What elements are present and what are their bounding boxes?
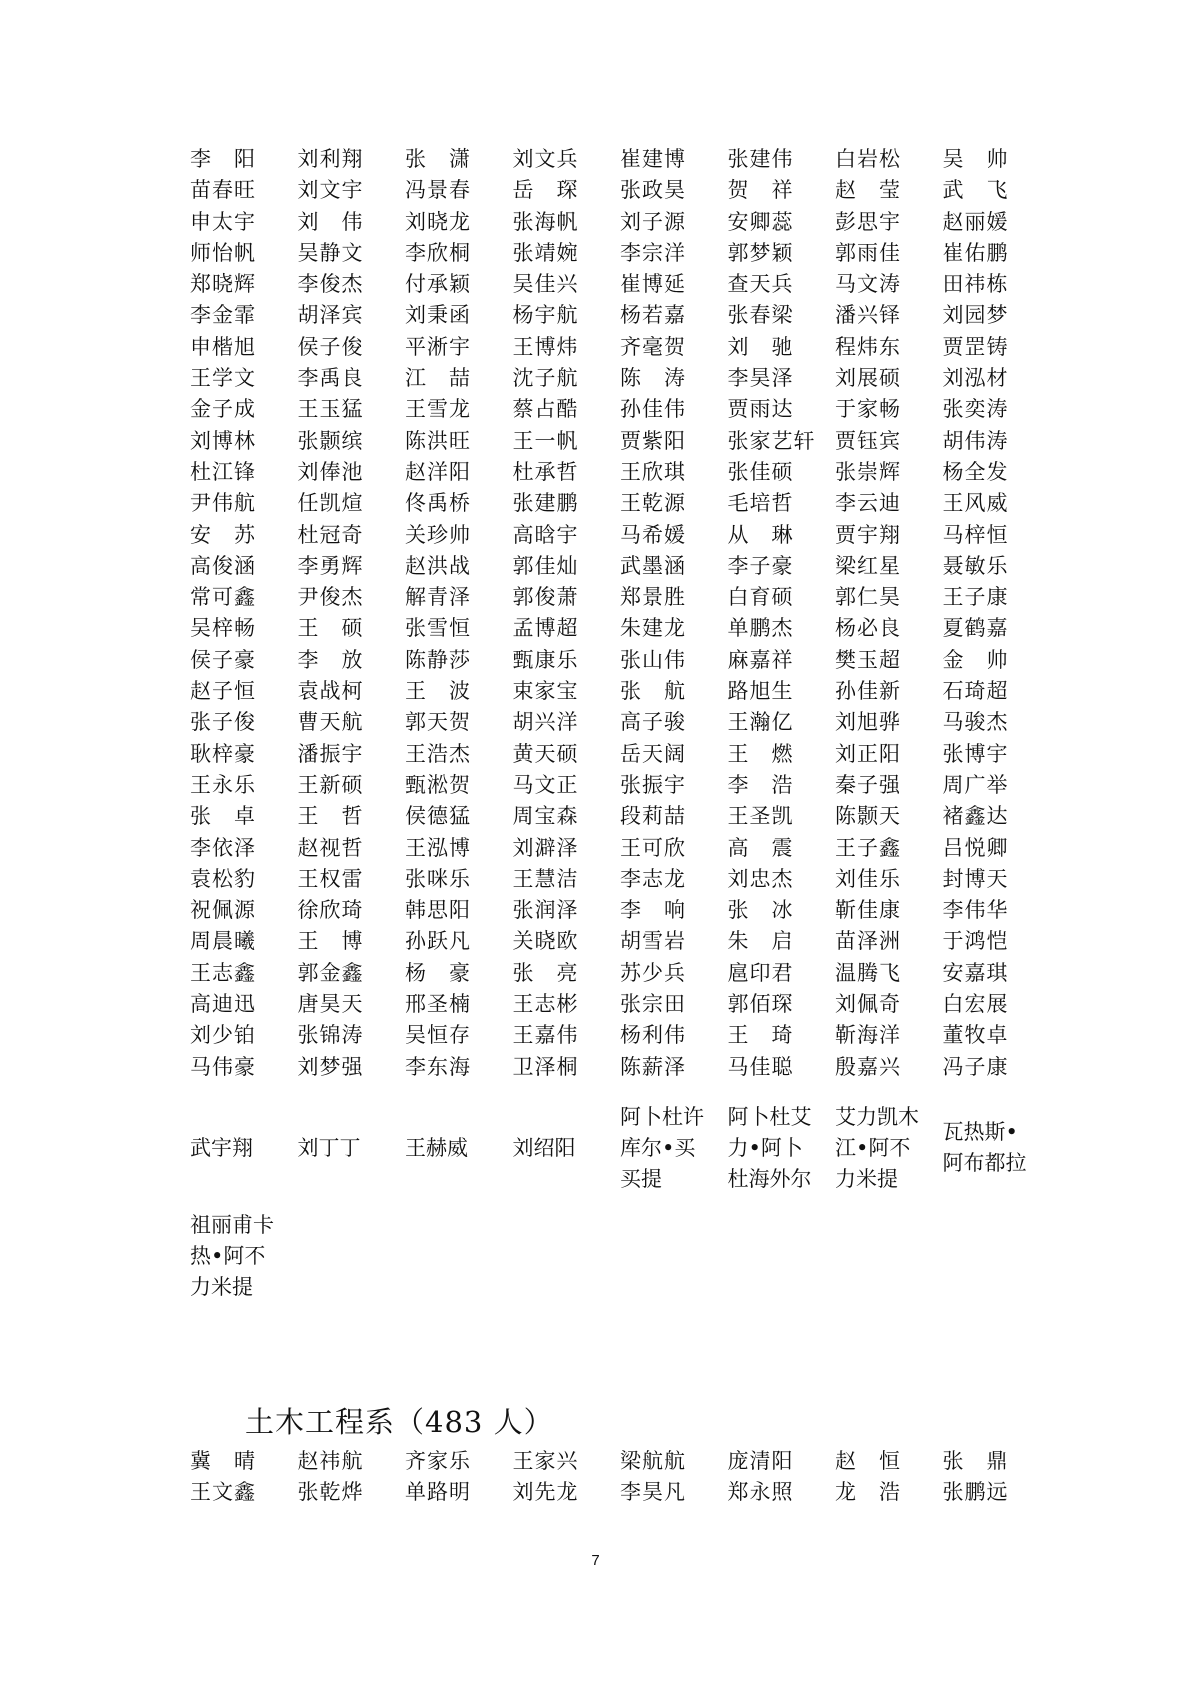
list-item: 张奕涛: [942, 397, 1009, 422]
list-item: 岳天阔: [620, 741, 686, 766]
list-item: 潘兴铎: [835, 303, 901, 328]
list-item: 尹伟航: [190, 491, 256, 516]
list-item: 王 波: [405, 679, 471, 704]
list-item: 武墨涵: [620, 553, 686, 578]
list-item: 朱建龙: [620, 616, 686, 641]
list-item: 李 阳: [190, 147, 256, 171]
list-item: 靳海洋: [835, 1023, 901, 1048]
list-item: 于鸿恺: [942, 929, 1009, 954]
list-item: 关晓欧: [512, 929, 579, 954]
list-item: 张海帆: [512, 209, 579, 234]
list-item: 张山伟: [620, 647, 686, 672]
list-item: 王慧洁: [512, 866, 579, 891]
list-item: 贾紫阳: [620, 428, 686, 453]
list-item: 王 琦: [727, 1023, 794, 1048]
list-item: 安 苏: [190, 522, 256, 547]
list-item: 贾宇翔: [835, 522, 901, 547]
list-item: 常可鑫: [190, 585, 256, 610]
list-item: 李 放: [297, 647, 364, 672]
list-item: 陈 涛: [620, 366, 686, 391]
list-item: 贾钰宾: [835, 428, 901, 453]
list-item: 杨宇航: [512, 303, 579, 328]
list-item: 唐昊天: [297, 992, 364, 1017]
list-item: 王学文: [190, 366, 256, 391]
list-item: 张润泽: [512, 898, 579, 923]
list-item: 崔建博: [620, 147, 686, 171]
list-item: 靳佳康: [835, 898, 901, 923]
list-item: 张振宇: [620, 772, 686, 797]
list-item: 赵子恒: [190, 679, 256, 704]
section-title: 土木工程系（483 人）: [245, 1405, 554, 1439]
list-item: 张博宇: [942, 741, 1009, 766]
list-item: 王志鑫: [190, 960, 256, 985]
list-item: 王永乐: [190, 772, 256, 797]
list-item: 张宗田: [620, 992, 686, 1017]
list-item: 张 卓: [190, 804, 256, 829]
list-item: 刘晓龙: [405, 209, 471, 234]
list-item: 朱 启: [727, 929, 794, 954]
list-item: 沈子航: [512, 366, 579, 391]
list-item: 陈静莎: [405, 647, 471, 672]
list-item: 王文鑫: [190, 1480, 256, 1505]
list-item: 吴静文: [297, 240, 364, 265]
list-item: 江 喆: [405, 366, 471, 391]
list-item: 阿卜杜许库尔•买买提: [620, 1104, 704, 1191]
list-item: 刘园梦: [942, 303, 1009, 328]
list-item: 王新硕: [297, 772, 364, 797]
list-item: 侯子俊: [297, 334, 364, 359]
list-item: 卫泽桐: [512, 1054, 579, 1079]
list-item: 李云迪: [835, 491, 901, 516]
list-item: 殷嘉兴: [835, 1054, 901, 1079]
list-item: 扈印君: [727, 960, 794, 985]
list-item: 苏少兵: [620, 960, 686, 985]
list-item: 单鹏杰: [727, 616, 794, 641]
list-item: 杨 豪: [405, 960, 471, 985]
list-item: 郭俊萧: [512, 585, 579, 610]
list-item: 师怡帆: [190, 240, 256, 265]
list-item: 杨利伟: [620, 1023, 686, 1048]
list-item: 岳 琛: [512, 178, 579, 203]
list-item: 侯子豪: [190, 647, 256, 672]
list-item: 刘绍阳: [512, 1135, 576, 1160]
list-item: 李欣桐: [405, 240, 471, 265]
list-item: 冯子康: [942, 1054, 1009, 1079]
list-item: 王博炜: [512, 334, 579, 359]
list-item: 王赫威: [405, 1135, 468, 1160]
list-item: 张锦涛: [297, 1023, 364, 1048]
list-item: 武宇翔: [190, 1135, 253, 1160]
list-item: 陈洪旺: [405, 428, 471, 453]
list-item: 王 博: [297, 929, 364, 954]
list-item: 郑晓辉: [190, 272, 256, 297]
list-item: 张 潇: [405, 147, 471, 171]
list-item: 赵洪战: [405, 553, 471, 578]
list-item: 张颢缤: [297, 428, 364, 453]
list-item: 胡雪岩: [620, 929, 686, 954]
list-item: 甄淞贺: [405, 772, 471, 797]
list-item: 张 亮: [512, 960, 579, 985]
list-item: 孙佳新: [835, 679, 901, 704]
list-item: 李伟华: [942, 898, 1009, 923]
list-item: 张鹏远: [942, 1480, 1009, 1505]
list-item: 孙佳伟: [620, 397, 686, 422]
list-item: 黄天硕: [512, 741, 579, 766]
list-item: 张雪恒: [405, 616, 471, 641]
list-item: 田祎栋: [942, 272, 1009, 297]
list-item: 尹俊杰: [297, 585, 364, 610]
list-item: 吕悦卿: [942, 835, 1009, 860]
list-item: 刘 伟: [297, 209, 364, 234]
list-item: 聂敏乐: [942, 553, 1009, 578]
list-item: 刘泓材: [942, 366, 1009, 391]
list-item: 冀 晴: [190, 1449, 256, 1473]
list-item: 高晗宇: [512, 522, 579, 547]
list-item: 王欣琪: [620, 459, 686, 484]
list-item: 白育硕: [727, 585, 794, 610]
list-item: 徐欣琦: [297, 898, 364, 923]
list-item: 付承颖: [405, 272, 471, 297]
list-item: 郭仁昊: [835, 585, 901, 610]
list-item: 王可欣: [620, 835, 686, 860]
list-item: 郭梦颖: [727, 240, 794, 265]
list-item: 秦子强: [835, 772, 901, 797]
list-item: 杨必良: [835, 616, 901, 641]
list-item: 苗泽洲: [835, 929, 901, 954]
list-item: 周晨曦: [190, 929, 256, 954]
list-item: 张建伟: [727, 147, 794, 171]
list-item: 刘 驰: [727, 334, 794, 359]
list-item: 潘振宇: [297, 741, 364, 766]
list-item: 袁战柯: [297, 679, 364, 704]
list-item: 申楷旭: [190, 334, 256, 359]
list-item: 安嘉琪: [942, 960, 1009, 985]
list-item: 齐家乐: [405, 1449, 471, 1473]
list-item: 刘忠杰: [727, 866, 794, 891]
list-item: 蔡占酷: [512, 397, 579, 422]
list-item: 褚鑫达: [942, 804, 1009, 829]
name-list-civil-engineering: [190, 1446, 1050, 1509]
list-item: 祖丽甫卡热•阿不力米提: [190, 1213, 274, 1299]
list-item: 李志龙: [620, 866, 686, 891]
list-item: 王浩杰: [405, 741, 471, 766]
list-item: 刘佩奇: [835, 992, 901, 1017]
list-item: 侯德猛: [405, 804, 471, 829]
list-item: 吴恒存: [405, 1023, 471, 1048]
list-item: 刘丁丁: [297, 1135, 361, 1160]
list-item: 李 响: [620, 898, 686, 923]
list-item: 刘正阳: [835, 741, 901, 766]
list-item: 张建鹏: [512, 491, 579, 516]
list-item: 金 帅: [942, 647, 1009, 672]
list-item: 胡伟涛: [942, 428, 1009, 453]
list-item: 崔博延: [620, 272, 686, 297]
list-item: 张家艺轩: [727, 428, 816, 453]
list-item: 李勇辉: [297, 553, 364, 578]
list-item: 关珍帅: [405, 522, 471, 547]
list-item: 刘展硕: [835, 366, 901, 391]
list-item: 胡泽宾: [297, 303, 364, 328]
page-number: 7: [591, 1552, 600, 1569]
name-list: [190, 144, 1050, 1083]
list-item: 佟禹桥: [405, 491, 471, 516]
list-item: 解青泽: [405, 585, 471, 610]
list-item: 安卿蕊: [727, 209, 794, 234]
list-item: 张 鼎: [942, 1449, 1009, 1473]
list-item: 单路明: [405, 1480, 471, 1505]
list-item: 王泓博: [405, 835, 471, 860]
list-item: 麻嘉祥: [727, 647, 794, 672]
list-item: 从 琳: [727, 522, 794, 547]
list-item: 刘旭骅: [835, 710, 901, 735]
list-item: 刘俸池: [297, 459, 364, 484]
list-item: 刘博林: [190, 428, 256, 453]
list-item: 李昊凡: [620, 1480, 686, 1505]
list-item: 梁航航: [620, 1449, 686, 1473]
list-item: 陈颢天: [835, 804, 901, 829]
list-item: 刘先龙: [512, 1480, 579, 1505]
list-item: 王一帆: [512, 428, 579, 453]
list-item: 王子康: [942, 585, 1009, 610]
name-list-long-names-row: [190, 1083, 1050, 1213]
list-item: 郑永照: [727, 1480, 794, 1505]
list-item: 王嘉伟: [512, 1023, 579, 1048]
list-item: 杜江锋: [190, 459, 256, 484]
list-item: 苗春旺: [190, 178, 256, 203]
list-item: 张乾烨: [297, 1480, 364, 1505]
list-item: 夏鹤嘉: [942, 616, 1009, 641]
list-item: 杨若嘉: [620, 303, 686, 328]
list-item: 李禹良: [297, 366, 364, 391]
list-item: 艾力凯木江•阿不力米提: [835, 1104, 919, 1191]
list-item: 王志彬: [512, 992, 579, 1017]
list-item: 王风威: [942, 491, 1009, 516]
list-item: 刘子源: [620, 209, 686, 234]
list-item: 赵 恒: [835, 1449, 901, 1473]
list-item: 郭金鑫: [297, 960, 364, 985]
list-item: 张子俊: [190, 710, 256, 735]
list-item: 贺 祥: [727, 178, 794, 203]
list-item: 平淅宇: [405, 334, 471, 359]
list-item: 邢圣楠: [405, 992, 471, 1017]
list-item: 贾罡铸: [942, 334, 1009, 359]
list-item: 刘少铂: [190, 1023, 256, 1048]
list-item: 金子成: [190, 397, 256, 422]
list-item: 查天兵: [727, 272, 794, 297]
list-item: 耿梓豪: [190, 741, 256, 766]
list-item: 武 飞: [942, 178, 1009, 203]
list-item: 李俊杰: [297, 272, 364, 297]
list-item: 刘文宇: [297, 178, 364, 203]
list-item: 庞清阳: [727, 1449, 794, 1473]
list-item: 王 燃: [727, 741, 794, 766]
list-item: 温腾飞: [835, 960, 901, 985]
list-item: 马伟豪: [190, 1054, 256, 1079]
list-item: 段莉喆: [620, 804, 686, 829]
list-item: 高俊涵: [190, 553, 256, 578]
list-item: 赵洋阳: [405, 459, 471, 484]
list-item: 李宗洋: [620, 240, 686, 265]
list-item: 阿卜杜艾力•阿卜杜海外尔: [727, 1104, 812, 1191]
list-item: 吴 帅: [942, 147, 1009, 171]
list-item: 郑景胜: [620, 585, 686, 610]
list-item: 赵视哲: [297, 835, 364, 860]
list-item: 封博天: [942, 866, 1009, 891]
list-item: 李子豪: [727, 553, 794, 578]
list-item: 杜冠奇: [297, 522, 364, 547]
list-item: 郭天贺: [405, 710, 471, 735]
list-item: 张政昊: [620, 178, 686, 203]
list-item: 周宝森: [512, 804, 579, 829]
list-item: 赵祎航: [297, 1449, 364, 1473]
list-item: 高子骏: [620, 710, 686, 735]
list-item: 刘澼泽: [512, 835, 579, 860]
list-item: 胡兴洋: [512, 710, 579, 735]
list-item: 陈薪泽: [620, 1054, 686, 1079]
list-item: 彭思宇: [835, 209, 901, 234]
list-item: 冯景春: [405, 178, 471, 203]
list-item: 王乾源: [620, 491, 686, 516]
list-item: 程炜东: [835, 334, 901, 359]
list-item: 郭雨佳: [835, 240, 901, 265]
list-item: 白宏展: [942, 992, 1009, 1017]
list-item: 马佳聪: [727, 1054, 794, 1079]
list-item: 王权雷: [297, 866, 364, 891]
list-item: 李 浩: [727, 772, 794, 797]
list-item: 王 哲: [297, 804, 364, 829]
list-item: 袁松豹: [190, 866, 256, 891]
list-item: 李昊泽: [727, 366, 794, 391]
list-item: 张崇辉: [835, 459, 901, 484]
list-item: 曹天航: [297, 710, 364, 735]
list-item: 祝佩源: [190, 898, 256, 923]
list-item: 樊玉超: [835, 647, 901, 672]
list-item: 梁红星: [835, 553, 901, 578]
list-item: 瓦热斯•阿布都拉: [942, 1120, 1027, 1175]
list-item: 张 航: [620, 679, 686, 704]
list-item: 张咪乐: [405, 866, 471, 891]
list-item: 马文涛: [835, 272, 901, 297]
list-item: 龙 浩: [835, 1480, 901, 1505]
list-item: 李金霏: [190, 303, 256, 328]
list-item: 李依泽: [190, 835, 256, 860]
list-item: 刘佳乐: [835, 866, 901, 891]
list-item: 杨全发: [942, 459, 1009, 484]
list-item: 白岩松: [835, 147, 901, 171]
list-item: 石琦超: [942, 679, 1009, 704]
list-item: 李东海: [405, 1054, 471, 1079]
list-item: 马骏杰: [942, 710, 1009, 735]
list-item: 任凯煊: [297, 491, 364, 516]
list-item: 崔佑鹏: [942, 240, 1009, 265]
list-item: 高迪迅: [190, 992, 256, 1017]
list-item: 刘文兵: [512, 147, 579, 171]
list-item: 郭佳灿: [512, 553, 579, 578]
list-item: 齐毫贺: [620, 334, 686, 359]
list-item: 王雪龙: [405, 397, 471, 422]
list-item: 张靖婉: [512, 240, 579, 265]
list-item: 高 震: [727, 835, 794, 860]
list-item: 甄康乐: [512, 647, 579, 672]
list-item: 于家畅: [835, 397, 901, 422]
list-item: 毛培哲: [727, 491, 794, 516]
list-item: 周广举: [942, 772, 1009, 797]
list-item: 董牧卓: [942, 1023, 1009, 1048]
list-item: 马文正: [512, 772, 579, 797]
list-item: 申太宇: [190, 209, 256, 234]
list-item: 刘利翔: [297, 147, 364, 171]
list-item: 路旭生: [727, 679, 794, 704]
list-item: 赵丽媛: [942, 209, 1009, 234]
list-item: 束家宝: [512, 679, 579, 704]
list-item: 王 硕: [297, 616, 364, 641]
list-item: 郭佰琛: [727, 992, 794, 1017]
list-item: 赵 莹: [835, 178, 901, 203]
list-item: 韩思阳: [405, 898, 471, 923]
list-item: 马梓恒: [942, 522, 1009, 547]
list-item: 王子鑫: [835, 835, 901, 860]
list-item: 马希媛: [620, 522, 686, 547]
list-item: 孟博超: [512, 616, 579, 641]
list-item: 杜承哲: [512, 459, 579, 484]
list-item: 王家兴: [512, 1449, 579, 1473]
list-item: 张春梁: [727, 303, 794, 328]
list-item: 吴梓畅: [190, 616, 256, 641]
list-item: 孙跃凡: [405, 929, 471, 954]
list-item: 吴佳兴: [512, 272, 579, 297]
list-item: 王瀚亿: [727, 710, 794, 735]
list-item: 王玉猛: [297, 397, 364, 422]
list-item: 贾雨达: [727, 397, 794, 422]
list-item: 张 冰: [727, 898, 794, 923]
list-item: 刘梦强: [297, 1054, 364, 1079]
list-item: 王圣凯: [727, 804, 794, 829]
list-item: 张佳硕: [727, 459, 794, 484]
list-item: 刘秉函: [405, 303, 471, 328]
